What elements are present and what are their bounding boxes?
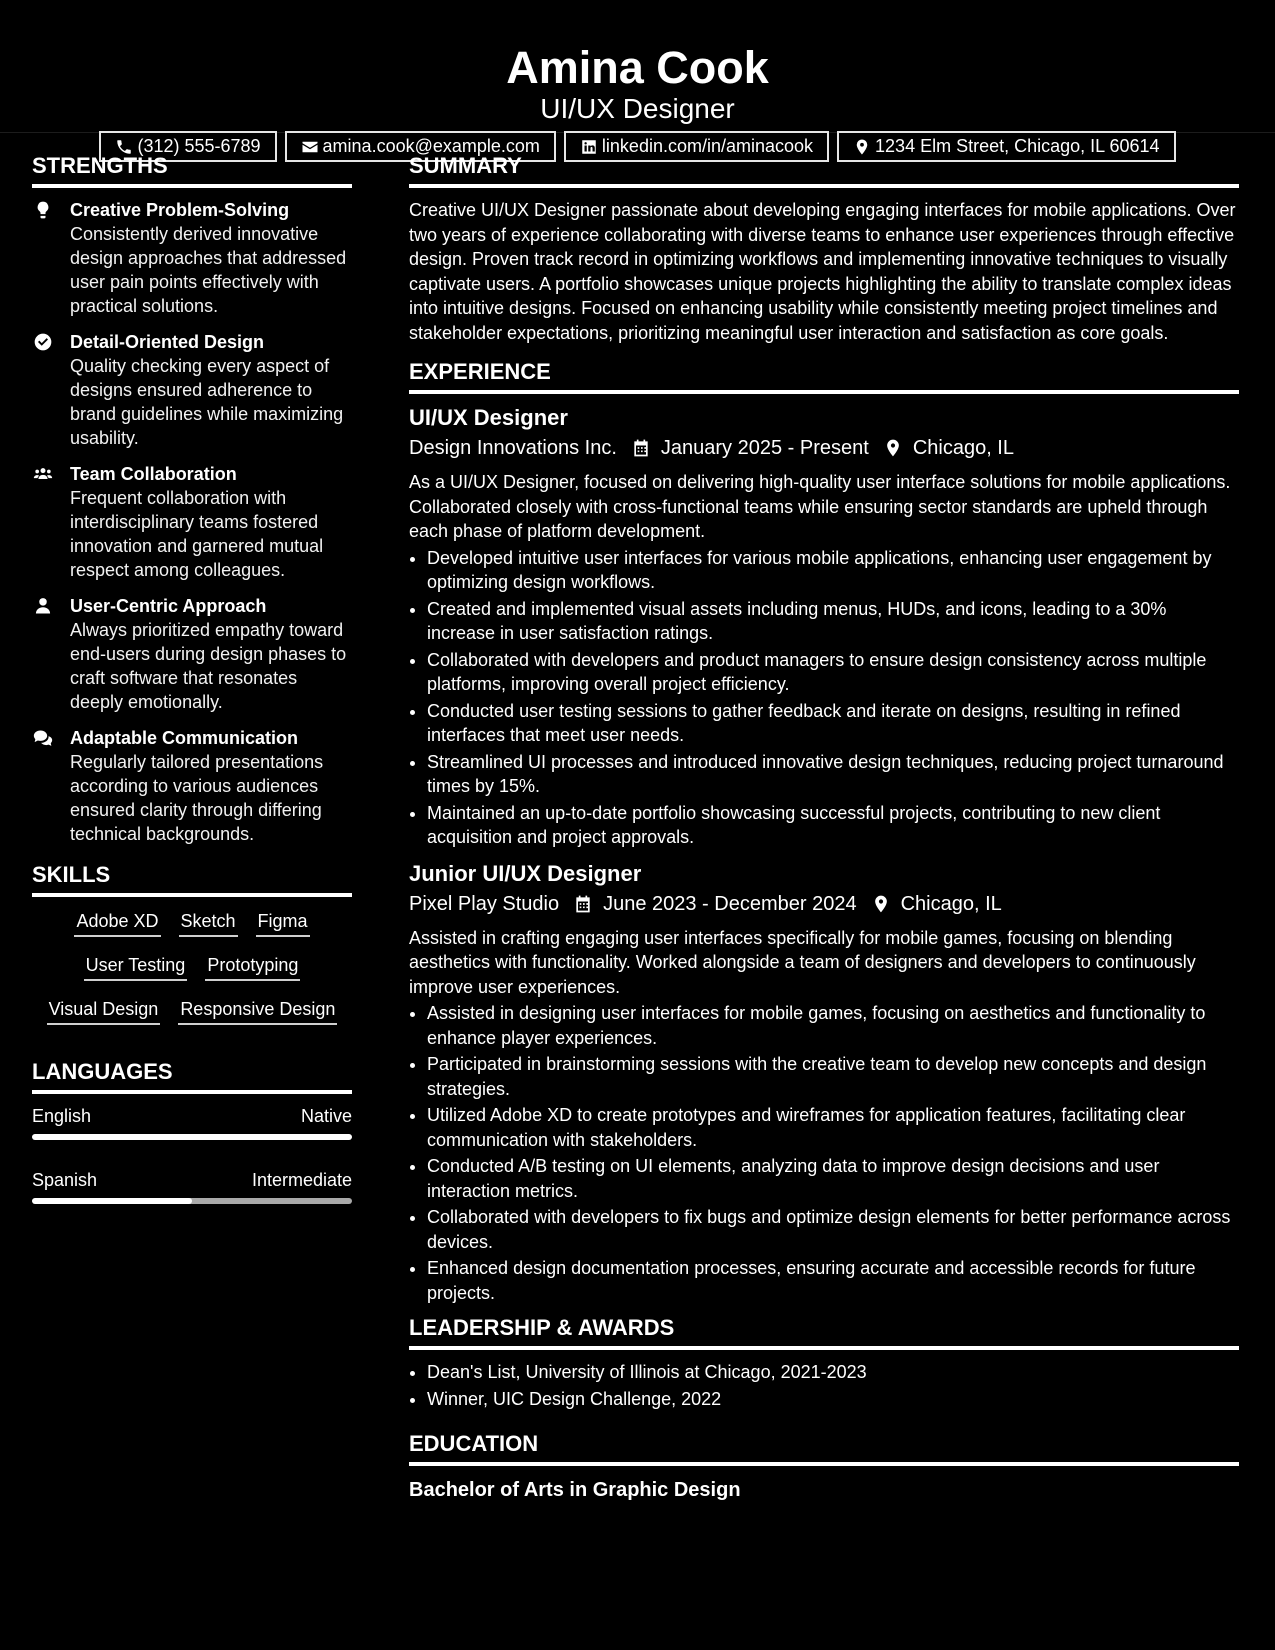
strength-desc: Frequent collaboration with interdisciplinary teams fostered innovation and garnered mutual respect among colleagues. — [70, 488, 324, 580]
check-circle-icon — [32, 332, 54, 352]
strength-title: Creative Problem-Solving — [70, 200, 290, 220]
job-title: Junior UI/UX Designer — [409, 860, 642, 886]
calendar-icon — [631, 438, 651, 458]
job-bullet: • Participated in brainstorming sessions with the creative team to develop new concepts and design strategies. — [427, 1052, 1239, 1101]
language-item — [32, 1104, 352, 1140]
strength-item — [32, 726, 352, 846]
left-column — [32, 133, 352, 1504]
skill-tag: Visual Design — [47, 997, 161, 1025]
languages-heading: LANGUAGES — [32, 1059, 352, 1094]
job-bullet: • Created and implemented visual assets including menus, HUDs, and icons, leading to a 30% increase in user satisfaction ratings. — [427, 597, 1239, 646]
job-bullet: • Conducted A/B testing on UI elements, analyzing data to improve design decisions and user interaction metrics. — [427, 1154, 1239, 1203]
award-item: • Dean's List, University of Illinois at Chicago, 2021-2023 — [427, 1360, 1239, 1385]
job-bullet: • Collaborated with developers and product managers to ensure design consistency across multiple platforms, improving overall project efficiency. — [427, 648, 1239, 697]
job-bullet: • Streamlined UI processes and introduced innovative design techniques, reducing project turnaround times by 15%. — [427, 750, 1239, 799]
comments-icon — [32, 728, 54, 748]
right-column — [409, 133, 1239, 1504]
education-degree: Bachelor of Arts in Graphic Design — [409, 1479, 741, 1501]
user-icon — [32, 596, 54, 616]
strength-title: Team Collaboration — [70, 464, 237, 484]
awards-list — [409, 1360, 1239, 1411]
strength-title: Detail-Oriented Design — [70, 332, 265, 352]
job-bullet: • Collaborated with developers to fix bugs and optimize design elements for better performance across devices. — [427, 1205, 1239, 1254]
strengths-heading: STRENGTHS — [32, 153, 352, 188]
job-description: As a UI/UX Designer, focused on delivering high-quality user interface solutions for mobile applications. Collaborated closely with cross-functional teams while ensuring sector standards are upheld through each phase of platform development. — [409, 472, 1231, 541]
skill-tag: Figma — [256, 909, 310, 937]
calendar-icon — [573, 894, 593, 914]
skill-tag: User Testing — [84, 953, 188, 981]
job-meta — [409, 434, 1239, 462]
language-item — [32, 1168, 352, 1204]
contact-linkedin-text: linkedin.com/in/aminacook — [601, 136, 814, 156]
language-name: Spanish — [32, 1170, 98, 1190]
job-location: Chicago, IL — [912, 437, 1014, 459]
map-pin-icon — [871, 894, 891, 914]
candidate-name: Amina Cook — [506, 42, 769, 93]
strength-item — [32, 462, 352, 582]
job-bullet: • Conducted user testing sessions to gather feedback and iterate on designs, resulting in refined interfaces that meet user needs. — [427, 699, 1239, 748]
lightbulb-icon — [32, 200, 54, 220]
contact-email-text: amina.cook@example.com — [322, 136, 540, 156]
skill-tag: Prototyping — [205, 953, 300, 981]
contact-address-text: 1234 Elm Street, Chicago, IL 60614 — [875, 136, 1160, 156]
language-name: English — [32, 1106, 92, 1126]
job-dates: January 2025 - Present — [660, 437, 869, 459]
job-location: Chicago, IL — [900, 892, 1002, 915]
language-proficiency-bar — [32, 1198, 352, 1204]
job-entry — [409, 404, 1239, 850]
job-bullet: • Enhanced design documentation processes, ensuring accurate and accessible records for future projects. — [427, 1256, 1239, 1305]
strength-desc: Always prioritized empathy toward end-users during design phases to craft software that resonates deeply emotionally. — [70, 620, 347, 712]
job-bullet: • Maintained an up-to-date portfolio showcasing successful projects, contributing to new client acquisition and project approvals. — [427, 801, 1239, 850]
language-proficiency-bar — [32, 1134, 352, 1140]
job-bullet: • Assisted in designing user interfaces for mobile games, focusing on aesthetics and functionality to enhance player experiences. — [427, 1001, 1239, 1050]
job-entry — [409, 860, 1239, 1306]
strength-item — [32, 594, 352, 714]
strength-title: Adaptable Communication — [70, 728, 299, 748]
job-meta — [409, 890, 1239, 918]
language-level: Intermediate — [251, 1170, 352, 1190]
skills-heading: SKILLS — [32, 862, 352, 897]
strength-desc: Consistently derived innovative design approaches that addressed user pain points effectively with practical solutions. — [70, 224, 347, 316]
job-company: Pixel Play Studio — [409, 892, 560, 915]
awards-heading: LEADERSHIP & AWARDS — [409, 1315, 1239, 1350]
contact-phone-text: (312) 555-6789 — [137, 136, 261, 156]
strength-item — [32, 198, 352, 318]
job-bullet: • Utilized Adobe XD to create prototypes and wireframes for application features, facilitating clear communication with stakeholders. — [427, 1103, 1239, 1152]
language-level: Native — [300, 1106, 352, 1126]
resume-header — [0, 0, 1275, 156]
award-item: • Winner, UIC Design Challenge, 2022 — [427, 1387, 1239, 1412]
summary-text: Creative UI/UX Designer passionate about developing engaging interfaces for mobile applications. Over two years of experience collaborating with diverse teams to enhance user experiences through effective design. Proven track record in optimizing workflows and implementing innovative techniques to visually captivate users. A portfolio showcases unique projects highlighting the ability to translate complex ideas into intuitive designs. Focused on enhancing usability while consistently meeting project timelines and stakeholder expectations, prioritizing meaningful user interaction and satisfaction as core goals. — [409, 200, 1236, 343]
job-bullets — [409, 546, 1239, 850]
education-heading: EDUCATION — [409, 1431, 1239, 1466]
job-bullets — [409, 1001, 1239, 1305]
language-proficiency-fill — [32, 1134, 352, 1140]
strength-title: User-Centric Approach — [70, 596, 267, 616]
candidate-title: UI/UX Designer — [540, 93, 735, 124]
skill-tag: Adobe XD — [74, 909, 160, 937]
resume-body — [0, 133, 1275, 1504]
strength-desc: Regularly tailored presentations according to various audiences ensured clarity through differing technical backgrounds. — [70, 752, 324, 844]
skill-tag: Responsive Design — [178, 997, 337, 1025]
job-description: Assisted in crafting engaging user interfaces specifically for mobile games, focusing on blending aesthetics with functionality. Worked alongside a team of designers and developers to continuously improve user experiences. — [409, 927, 1196, 997]
job-title: UI/UX Designer — [409, 405, 568, 430]
skills-list — [32, 909, 352, 1025]
strength-item — [32, 330, 352, 450]
skill-tag: Sketch — [179, 909, 238, 937]
job-company: Design Innovations Inc. — [409, 437, 617, 459]
summary-heading: SUMMARY — [409, 153, 1239, 188]
strength-desc: Quality checking every aspect of designs ensured adherence to brand guidelines while maximizing usability. — [70, 356, 344, 448]
language-proficiency-fill — [32, 1198, 192, 1204]
experience-heading: EXPERIENCE — [409, 359, 1239, 394]
users-icon — [32, 464, 54, 484]
map-pin-icon — [883, 438, 903, 458]
job-dates: June 2023 - December 2024 — [603, 892, 857, 915]
job-bullet: • Developed intuitive user interfaces for various mobile applications, enhancing user engagement by optimizing design workflows. — [427, 546, 1239, 595]
